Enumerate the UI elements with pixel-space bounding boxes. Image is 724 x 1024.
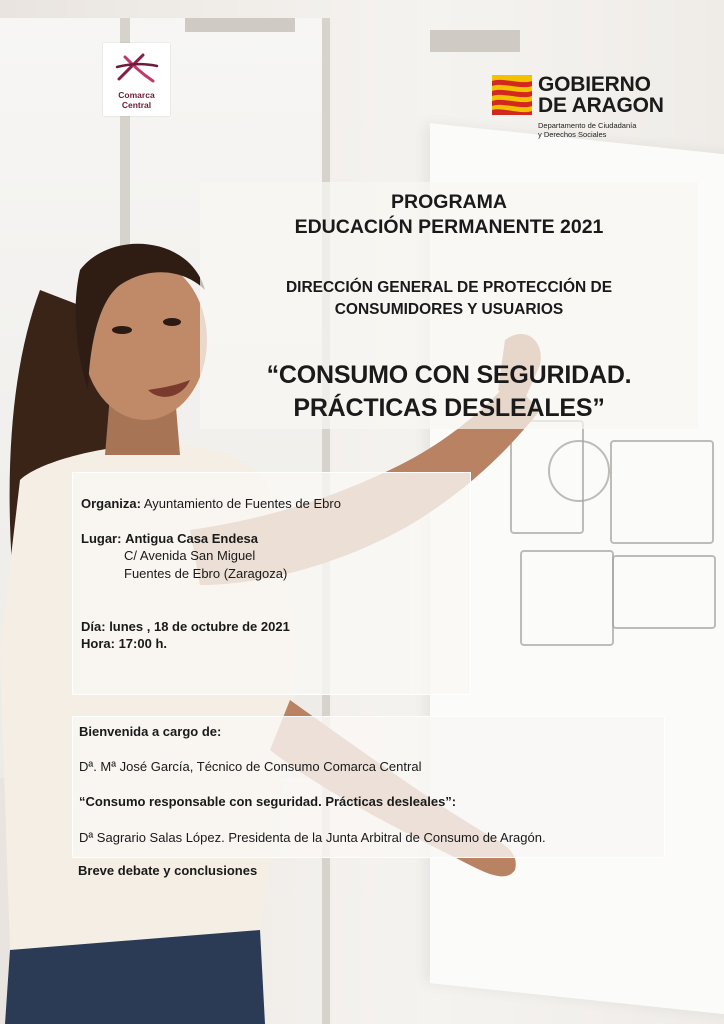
whiteboard-sketch (610, 440, 714, 544)
program-line-1: PROGRAMA (391, 191, 507, 213)
gobierno-name-line2: DE ARAGON (538, 94, 664, 117)
gobierno-department (538, 121, 636, 139)
direction-line-1: DIRECCIÓN GENERAL DE PROTECCIÓN DE (285, 279, 613, 296)
title-panel (200, 182, 698, 429)
lugar-label: Lugar: (81, 531, 122, 546)
dia-label: Día: (81, 619, 106, 634)
event-title (200, 359, 698, 425)
lugar-row (81, 530, 258, 547)
window-frame (430, 30, 520, 52)
organiza-label: Organiza: (81, 496, 141, 511)
organiza-value: Ayuntamiento de Fuentes de Ebro (143, 496, 341, 511)
aragon-flag-icon (492, 75, 532, 115)
hora-row (81, 635, 167, 652)
whiteboard-sketch (612, 555, 716, 629)
program-line-2: EDUCACIÓN PERMANENTE 2021 (294, 216, 604, 238)
comarca-emblem-icon (113, 49, 160, 87)
direction-line-2: CONSUMIDORES Y USUARIOS (334, 301, 564, 318)
gobierno-aragon-logo (492, 75, 692, 145)
address-line-2: Fuentes de Ebro (Zaragoza) (124, 566, 288, 581)
talk-title: “Consumo responsable con seguridad. Prácticas desleales”: (79, 794, 457, 809)
dia-row (81, 618, 290, 635)
hora-value: 17:00 h. (118, 636, 167, 651)
welcome-speaker: Dª. Mª José García, Técnico de Consumo Comarca Central (79, 759, 422, 774)
gobierno-dept-line1: Departamento de Ciudadanía (538, 121, 637, 130)
window-frame (185, 18, 295, 32)
dia-value: lunes , 18 de octubre de 2021 (109, 619, 290, 634)
comarca-central-logo (103, 43, 170, 116)
direction-heading (200, 277, 698, 321)
address-line-1: C/ Avenida San Miguel (124, 548, 256, 563)
event-title-line-2: PRÁCTICAS DESLEALES” (293, 394, 605, 422)
gobierno-dept-line2: y Derechos Sociales (538, 130, 607, 139)
event-title-line-1: “CONSUMO CON SEGURIDAD. (266, 361, 632, 389)
comarca-logo-text-2: Central (121, 100, 152, 110)
lugar-value: Antigua Casa Endesa (125, 531, 259, 546)
organiza-row (81, 495, 341, 512)
hora-label: Hora: (81, 636, 115, 651)
program-heading (200, 190, 698, 240)
gobierno-name-line1: GOBIERNO (538, 73, 651, 96)
comarca-logo-text-1: Comarca (118, 90, 155, 100)
programme-panel (72, 716, 665, 858)
closing-line: Breve debate y conclusiones (78, 863, 258, 878)
talk-speaker: Dª Sagrario Salas López. Presidenta de la Junta Arbitral de Consumo de Aragón. (79, 830, 546, 845)
welcome-heading: Bienvenida a cargo de: (79, 724, 222, 739)
event-info-panel (72, 472, 471, 695)
gobierno-logo-name (538, 74, 664, 116)
